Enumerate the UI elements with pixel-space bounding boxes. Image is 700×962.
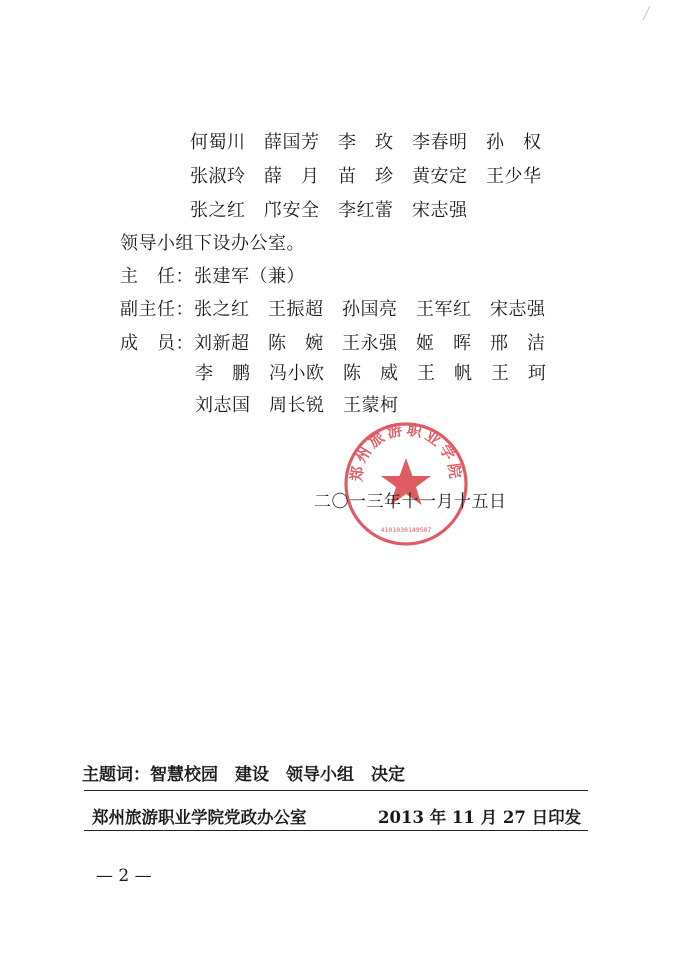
office-members-head: 成 员：刘新超 陈 婉 王永强 姬 晖 邢 洁 [120,333,546,354]
issue-date: 2013 年 11 月 27 日印发 [378,808,582,827]
signing-date: 二〇一三年十一月十五日 [314,492,507,512]
office-director: 主 任：张建军（兼） [120,266,305,287]
members-line-1: 何蜀川 薛国芳 李 玫 李春明 孙 权 [190,132,542,153]
office-members-line-3: 刘志国 周长锐 王蒙柯 [195,395,399,416]
svg-text:4101030149507: 4101030149507 [380,526,432,534]
issuing-office: 郑州旅游职业学院党政办公室 [92,808,307,827]
office-deputy-director: 副主任：张之红 王振超 孙国亮 王军红 宋志强 [120,299,546,320]
page-number: — 2 — [96,866,152,886]
members-line-3: 张之红 邝安全 李红蕾 宋志强 [190,200,468,221]
topic-words: 主题词：智慧校园 建设 领导小组 决定 [82,765,405,785]
members-line-2: 张淑玲 薛 月 苗 珍 黄安定 王少华 [190,166,542,187]
official-seal [342,420,470,548]
scan-mark [643,6,661,20]
office-members-line-2: 李 鹏 冯小欧 陈 威 王 帆 王 珂 [195,363,547,384]
divider-bottom [84,830,588,831]
office-intro: 领导小组下设办公室。 [120,233,305,254]
svg-text:郑州旅游职业学院: 郑州旅游职业学院 [347,420,465,483]
divider-top [84,790,588,791]
